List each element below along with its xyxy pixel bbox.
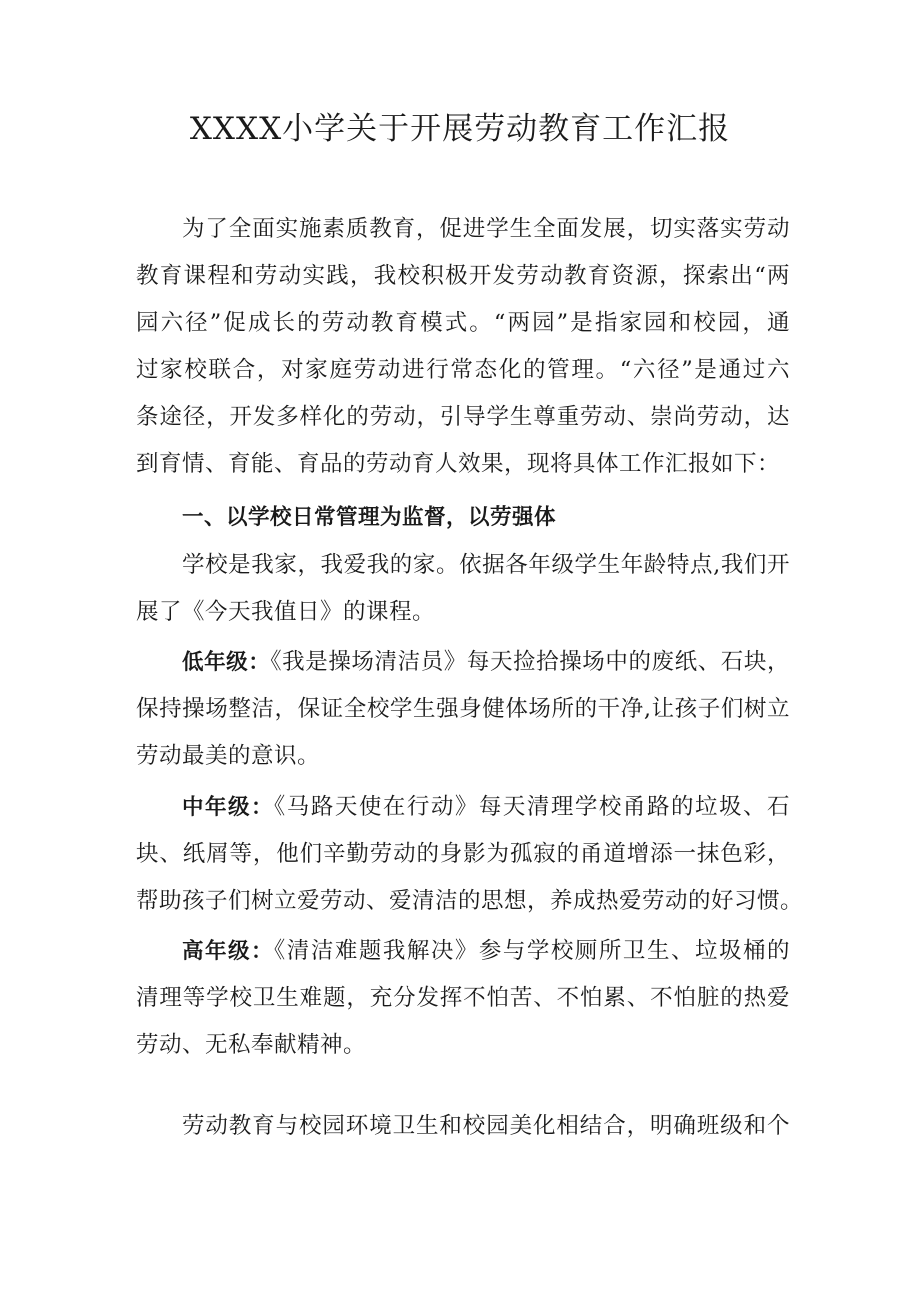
intro-line: 园六径”促成长的劳动教育模式。“两园”是指家园和校园，通 xyxy=(136,310,790,336)
low-grade-paragraph xyxy=(136,639,790,780)
grade-label: 中年级： xyxy=(182,795,275,820)
paragraph-line: 学校是我家，我爱我的家。依据各年级学生年龄特点,我们开 xyxy=(182,552,790,578)
intro-line: 条途径，开发多样化的劳动，引导学生尊重劳动、崇尚劳动，达 xyxy=(136,404,790,430)
final-paragraph xyxy=(136,1103,790,1150)
paragraph-line: 劳动教育与校园环境卫生和校园美化相结合，明确班级和个 xyxy=(182,1113,790,1139)
paragraph-line: 劳动、无私奉献精神。 xyxy=(136,1032,367,1058)
paragraph-line: 展了《今天我值日》的课程。 xyxy=(136,599,436,625)
intro-line: 到育情、育能、育品的劳动育人效果，现将具体工作汇报如下： xyxy=(136,451,781,477)
paragraph-line xyxy=(136,784,790,831)
paragraph-line xyxy=(136,928,790,975)
section-1-intro xyxy=(136,542,790,636)
paragraph-line: 劳动最美的意识。 xyxy=(136,743,321,769)
paragraph-line: 帮助孩子们树立爱劳动、爱清洁的思想，养成热爱劳动的好习惯。 xyxy=(136,888,804,914)
paragraph-line: 块、纸屑等，他们辛勤劳动的身影为孤寂的甬道增添一抹色彩， xyxy=(136,841,790,867)
document-title: XXXX小学关于开展劳动教育工作汇报 xyxy=(189,111,731,147)
intro-paragraph xyxy=(136,206,790,488)
section-1 xyxy=(136,494,790,541)
intro-line: 过家校联合，对家庭劳动进行常态化的管理。“六径”是通过六 xyxy=(136,357,790,383)
grade-activity: 《我是操场清洁员》每天捡拾操场中的废纸、石块， xyxy=(270,649,790,675)
mid-grade-paragraph xyxy=(136,784,804,925)
paragraph-line xyxy=(136,639,790,686)
paragraph-line: 保持操场整洁，保证全校学生强身健体场所的干净,让孩子们树立 xyxy=(136,696,790,722)
intro-line: 为了全面实施素质教育，促进学生全面发展，切实落实劳动 xyxy=(182,216,790,242)
grade-label: 低年级： xyxy=(182,650,271,675)
grade-activity: 《清洁难题我解决》参与学校厕所卫生、垃圾桶的 xyxy=(274,938,790,964)
paragraph-line: 清理等学校卫生难题，充分发挥不怕苦、不怕累、不怕脏的热爱 xyxy=(136,985,790,1011)
intro-line: 教育课程和劳动实践，我校积极开发劳动教育资源，探索出“两 xyxy=(136,263,790,289)
high-grade-paragraph xyxy=(136,928,790,1069)
section-heading: 一、以学校日常管理为监督，以劳强体 xyxy=(182,505,557,530)
grade-activity: 《马路天使在行动》每天清理学校甬路的垃圾、石 xyxy=(274,794,790,820)
grade-label: 高年级： xyxy=(182,939,275,964)
